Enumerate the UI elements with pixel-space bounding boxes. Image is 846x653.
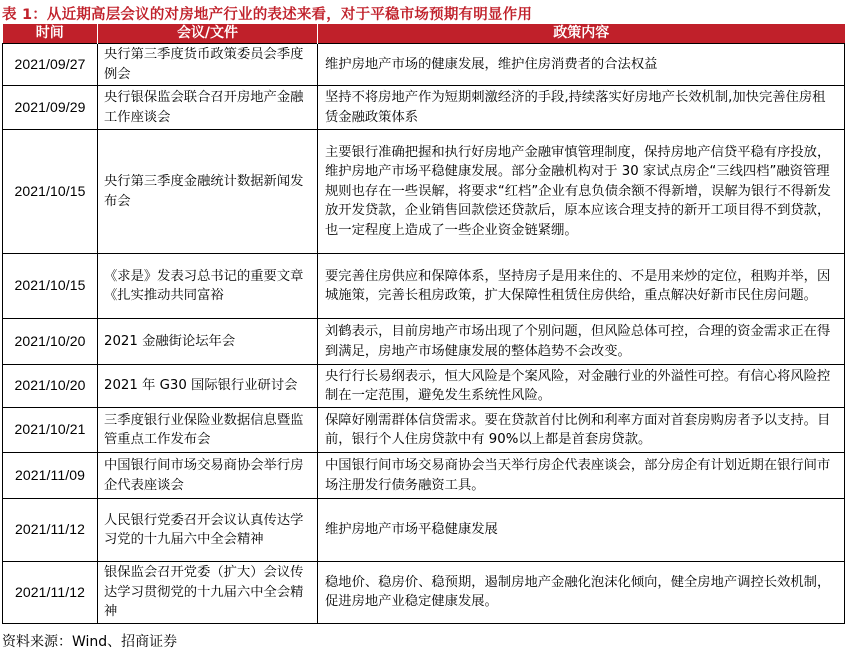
cell-meeting: 人民银行党委召开会议认真传达学习党的十九届六中全会精神 — [98, 499, 318, 562]
source-note: 资料来源：Wind、招商证券 — [2, 634, 178, 650]
header-meeting: 会议/文件 — [98, 24, 318, 44]
table-row — [3, 365, 845, 408]
cell-content: 央行行长易纲表示，恒大风险是个案风险，对金融行业的外溢性可控。有信心将风险控制在一定范围，避免发生系统性风险。 — [318, 365, 845, 408]
table-row — [3, 130, 845, 254]
cell-content: 要完善住房供应和保障体系，坚持房子是用来住的、不是用来炒的定位，租购并举，因城施策，完善长租房政策，扩大保障性租赁住房供给，重点解决好新市民住房问题。 — [318, 254, 845, 319]
table-row — [3, 86, 845, 130]
header-policy: 政策内容 — [318, 24, 845, 44]
cell-date: 2021/11/09 — [3, 453, 98, 499]
cell-meeting: 中国银行间市场交易商协会举行房企代表座谈会 — [98, 453, 318, 499]
cell-meeting: 央行银保监会联合召开房地产金融工作座谈会 — [98, 86, 318, 130]
cell-content: 保障好刚需群体信贷需求。要在贷款首付比例和利率方面对首套房购房者予以支持。目前，银行个人住房贷款中有 90%以上都是首套房贷款。 — [318, 408, 845, 453]
table-row — [3, 453, 845, 499]
cell-date: 2021/10/15 — [3, 254, 98, 319]
cell-content: 坚持不将房地产作为短期刺激经济的手段,持续落实好房地产长效机制,加快完善住房租赁金融政策体系 — [318, 86, 845, 130]
table-row — [3, 319, 845, 365]
cell-meeting: 央行第三季度金融统计数据新闻发布会 — [98, 130, 318, 254]
table-row — [3, 254, 845, 319]
cell-date: 2021/11/12 — [3, 562, 98, 624]
table-row — [3, 562, 845, 624]
cell-meeting: 央行第三季度货币政策委员会季度例会 — [98, 44, 318, 86]
cell-date: 2021/10/20 — [3, 365, 98, 408]
cell-meeting: 2021 年 G30 国际银行业研讨会 — [98, 365, 318, 408]
cell-meeting: 2021 金融街论坛年会 — [98, 319, 318, 365]
header-time: 时间 — [3, 24, 98, 44]
cell-meeting: 三季度银行业保险业数据信息暨监管重点工作发布会 — [98, 408, 318, 453]
cell-content: 维护房地产市场平稳健康发展 — [318, 499, 845, 562]
cell-content: 稳地价、稳房价、稳预期，遏制房地产金融化泡沫化倾向，健全房地产调控长效机制，促进房地产业稳定健康发展。 — [318, 562, 845, 624]
table-row — [3, 44, 845, 86]
cell-date: 2021/10/20 — [3, 319, 98, 365]
table-row — [3, 499, 845, 562]
cell-content: 刘鹤表示，目前房地产市场出现了个别问题，但风险总体可控，合理的资金需求正在得到满足，房地产市场健康发展的整体趋势不会改变。 — [318, 319, 845, 365]
cell-date: 2021/09/29 — [3, 86, 98, 130]
cell-date: 2021/10/21 — [3, 408, 98, 453]
cell-content: 中国银行间市场交易商协会当天举行房企代表座谈会，部分房企有计划近期在银行间市场注册发行债务融资工具。 — [318, 453, 845, 499]
cell-meeting: 《求是》发表习总书记的重要文章《扎实推动共同富裕 — [98, 254, 318, 319]
policy-table — [2, 24, 845, 624]
cell-date: 2021/09/27 — [3, 44, 98, 86]
table-header-row — [3, 24, 845, 44]
cell-date: 2021/10/15 — [3, 130, 98, 254]
cell-meeting: 银保监会召开党委（扩大）会议传达学习贯彻党的十九届六中全会精神 — [98, 562, 318, 624]
cell-content: 主要银行准确把握和执行好房地产金融审慎管理制度，保持房地产信贷平稳有序投放，维护房地产市场平稳健康发展。部分金融机构对于 30 家试点房企“三线四档”融资管理规则也存在一些误解，将要求“红档”企业有息负债余额不得新增，误解为银行不得新发放开发贷款，企业销售回款偿还贷款后，原本应该合理支持的新开工项目得不到贷款，也一定程度上造成了一些企业资金链紧绷。 — [318, 130, 845, 254]
table-title: 表 1：从近期高层会议的对房地产行业的表述来看，对于平稳市场预期有明显作用 — [2, 7, 533, 23]
table-row — [3, 408, 845, 453]
cell-date: 2021/11/12 — [3, 499, 98, 562]
cell-content: 维护房地产市场的健康发展，维护住房消费者的合法权益 — [318, 44, 845, 86]
